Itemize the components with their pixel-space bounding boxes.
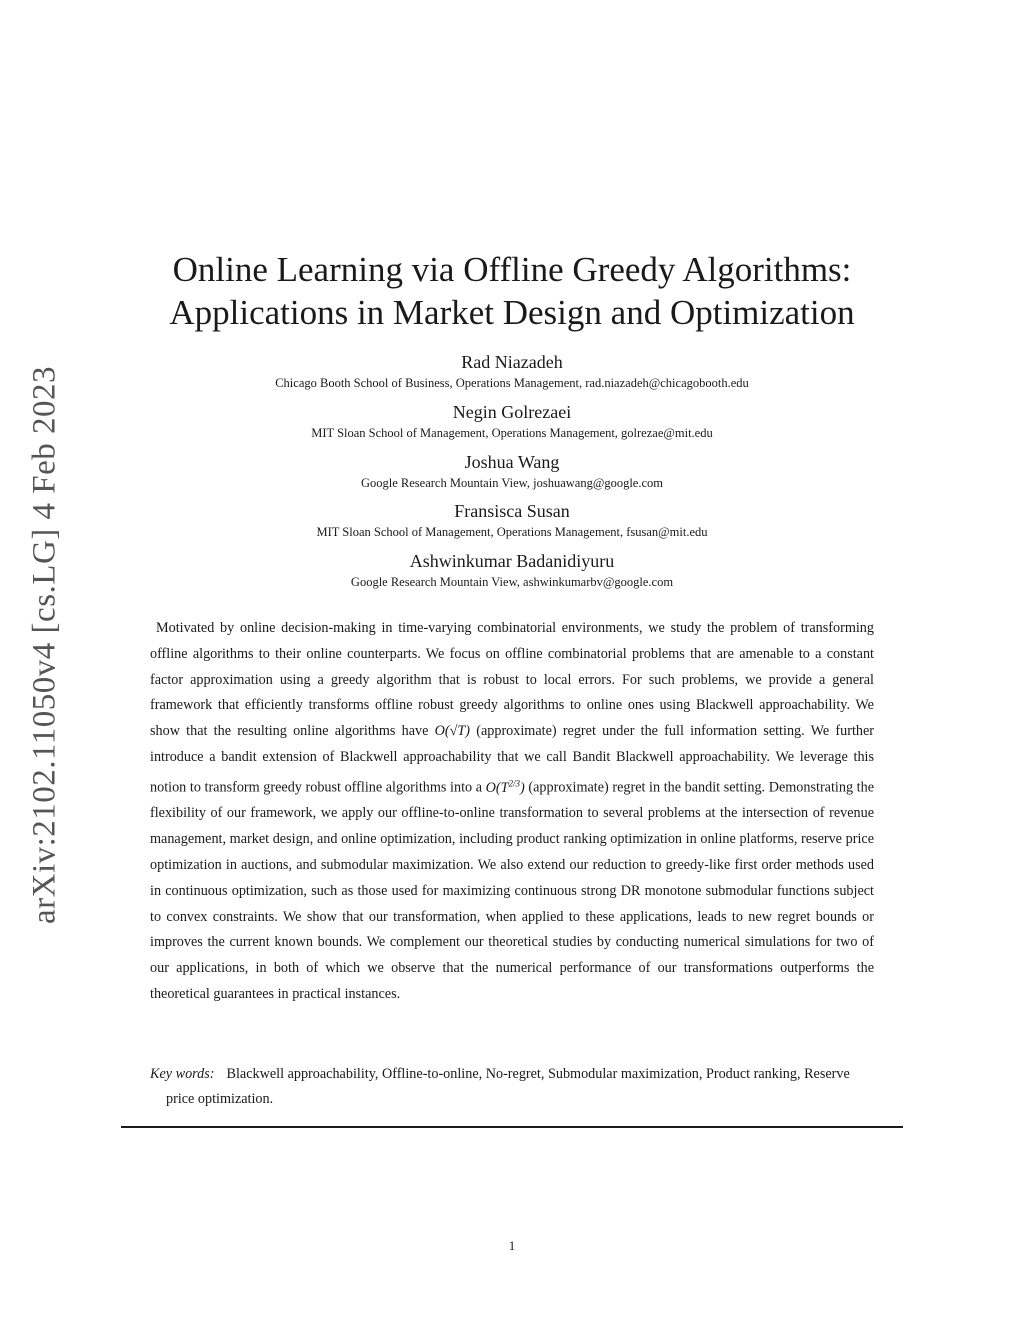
paper-title-line-2: Applications in Market Design and Optimization <box>169 293 855 332</box>
author-affiliation: MIT Sloan School of Management, Operations Management, golrezae@mit.edu <box>311 426 713 440</box>
author-affiliation: Google Research Mountain View, joshuawang@google.com <box>360 476 663 490</box>
abstract-math-sqrt-t: O(√T) <box>434 723 471 740</box>
author-block-5 <box>150 551 874 590</box>
author-block-4 <box>150 501 874 540</box>
author-block-3 <box>150 452 874 491</box>
arxiv-identifier-stamp: arXiv:2102.11050v4 [cs.LG] 4 Feb 2023 <box>26 365 63 925</box>
author-name: Fransisca Susan <box>454 501 570 521</box>
author-block-2 <box>150 402 874 441</box>
author-name: Ashwinkumar Badanidiyuru <box>409 551 615 571</box>
abstract-text-part-2: (approximate) regret under the full information setting. We further introduce a bandit extension of Blackwell approachability that we call Bandit Blackwell approachability. We leverage this notion to transform greedy robust offline algorithms into a <box>150 723 875 796</box>
author-name: Negin Golrezaei <box>452 402 572 422</box>
paper-title <box>130 248 894 334</box>
author-block-1 <box>150 352 874 391</box>
keywords-label: Key words: <box>150 1066 215 1082</box>
math-close: ) <box>520 779 525 796</box>
author-affiliation: MIT Sloan School of Management, Operations Management, fsusan@mit.edu <box>316 525 708 539</box>
keywords <box>150 1062 874 1112</box>
horizontal-rule <box>121 1126 903 1128</box>
page-number: 1 <box>508 1238 516 1253</box>
author-affiliation: Google Research Mountain View, ashwinkumarbv@google.com <box>350 575 674 589</box>
paper-title-line-1: Online Learning via Offline Greedy Algorithms: <box>172 250 852 289</box>
abstract <box>150 616 874 1008</box>
author-affiliation: Chicago Booth School of Business, Operations Management, rad.niazadeh@chicagobooth.edu <box>275 376 749 390</box>
math-exponent: 2/3 <box>508 777 521 788</box>
abstract-text-part-1: Motivated by online decision-making in time-varying combinatorial environments, we study the problem of transforming offline algorithms to their online counterparts. We focus on offline combinatorial problems that are amenable to a constant factor approximation using a greedy algorithm that is robust to local errors. For such problems, we provide a general framework that efficiently transforms offline robust greedy algorithms to online ones using Blackwell approachability. We show that the resulting online algorithms have <box>150 620 874 740</box>
keywords-text: Blackwell approachability, Offline-to-online, No-regret, Submodular maximization, Product ranking, Reserve price optimization. <box>166 1066 850 1107</box>
abstract-math-t-two-thirds <box>485 777 525 796</box>
math-base: O(T <box>485 779 509 796</box>
author-name: Joshua Wang <box>464 452 560 472</box>
author-name: Rad Niazadeh <box>461 352 563 372</box>
abstract-text-part-3: (approximate) regret in the bandit setting. Demonstrating the flexibility of our framework, we apply our offline-to-online transformation to several problems at the intersection of revenue management, market design, and online optimization, including product ranking optimization in online platforms, reserve price optimization in auctions, and submodular maximization. We also extend our reduction to greedy-like first order methods used in continuous optimization, such as those used for maximizing continuous strong DR monotone submodular functions subject to convex constraints. We show that our transformation, when applied to these applications, leads to new regret bounds or improves the current known bounds. We complement our theoretical studies by conducting numerical simulations for two of our applications, in both of which we observe that the numerical performance of our transformations outperforms the theoretical guarantees in practical instances. <box>150 779 874 1002</box>
